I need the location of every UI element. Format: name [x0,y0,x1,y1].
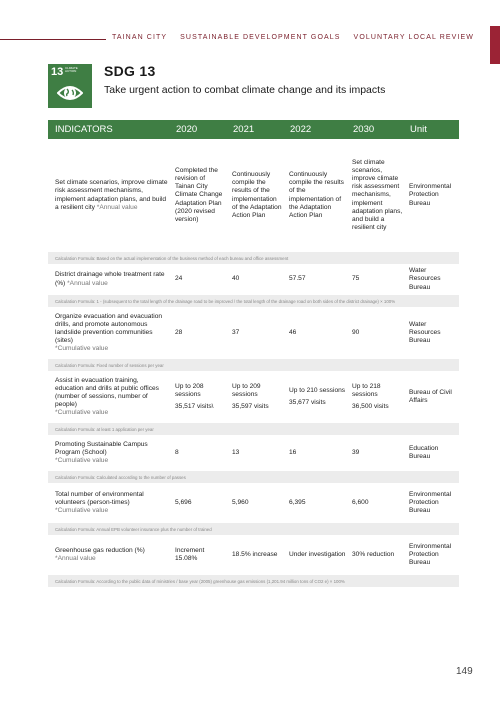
value-2030: 75 [352,275,360,283]
formula-text: Calculation Formula: Annual EPB volunteer insurance plus the number of trained [48,523,459,535]
col-header-2022: 2022 [286,120,349,139]
header-rule [0,39,106,40]
formula-text: Calculation Formula: Calculated according to the number of passes [48,471,459,483]
indicator-cell [48,435,172,471]
value-2030: 6,600 [352,498,369,506]
value-2030: Set climate scenarios, improve climate risk assessment mechanisms, implement adaptation plans, and build a resilient city [352,159,403,231]
visits-value: 35,597 visits [232,402,269,410]
indicator-cell [48,483,172,523]
col-header-2030: 2030 [349,120,406,139]
indicator-note: *Annual value [55,555,96,562]
indicator-text: Greenhouse gas reduction (%) [55,546,145,554]
unit-cell: Water Resources Bureau [409,320,441,345]
table-row [48,483,459,523]
formula-row [48,523,459,535]
sessions-value: Up to 218 sessions [352,383,381,399]
value-2022: 6,395 [289,498,306,506]
indicator-cell [48,307,172,359]
table-row [48,307,459,359]
visits-value: 36,500 visits [352,402,389,410]
running-header [112,34,474,41]
formula-row [48,295,459,307]
value-2030 [349,371,406,423]
indicator-note: *Cumulative value [55,507,109,515]
indicator-note: *Cumulative value [55,409,109,417]
unit-cell: Water Resources Bureau [409,267,441,291]
value-2022: 57.57 [289,275,306,283]
indicator-note: *Annual value [96,203,138,211]
eye-globe-icon [57,82,83,104]
value-2030: 30% reduction [352,550,395,558]
formula-text: Calculation Formula: Based on the actual implementation of the business method of each bureau and office assessment [48,252,459,264]
indicator-note: *Cumulative value [55,457,109,465]
header-city: TAINAN CITY [112,34,168,41]
value-2022: Continuously compile the results of the implementation of the Adaptation Action Plan [289,171,344,219]
table-row [48,139,459,252]
indicator-note: *Annual value [67,279,108,287]
table-row [48,535,459,575]
value-2020: 5,696 [175,498,192,506]
indicator-text: Set climate scenarios, improve climate risk assessment mechanisms, implement adaptation plans, and build a resilient city [55,179,168,211]
sessions-value: Up to 210 sessions [289,387,346,395]
page-subtitle: Take urgent action to combat climate change and its impacts [104,84,386,96]
indicators-table [48,120,459,587]
unit-cell: Bureau of Civil Affairs [409,388,452,404]
formula-text: Calculation Formula: at least 1 application per year [48,423,459,435]
indicator-note: *Cumulative value [55,345,109,353]
formula-text: Calculation Formula: 1 - (subsequent to the total length of the drainage road to be improved / the total length of the drainage road on both sides of the district drainage) × 100% [48,295,459,307]
unit-cell: Education Bureau [409,444,439,460]
value-2030: 90 [352,328,360,336]
value-2021: 13 [232,448,240,456]
col-header-indicators: INDICATORS [48,120,172,139]
sdg-icon-number: 13 [51,66,64,78]
visits-value: 35,677 visits [289,398,326,406]
page-number: 149 [456,666,473,677]
value-2020: Completed the revision of Tainan City Climate Change Adaptation Plan (2020 revised version) [175,167,223,223]
indicator-text: Promoting Sustainable Campus Program (School) [55,440,148,456]
value-2021: 40 [232,275,240,283]
sessions-value: Up to 209 sessions [232,383,261,399]
table-row [48,264,459,295]
value-2030: 39 [352,448,360,456]
table-header-row [48,120,459,139]
unit-cell: Environmental Protection Bureau [409,183,452,207]
value-2021 [229,371,286,423]
formula-row [48,575,459,587]
value-2020: 24 [175,275,183,283]
value-2020 [172,371,229,423]
value-2021: 37 [232,328,240,336]
indicator-text: Total number of environmental volunteers (person-times) [55,490,144,506]
indicator-cell [48,139,172,252]
value-2022 [286,371,349,423]
indicator-cell [48,264,172,295]
value-2020: 28 [175,328,183,336]
side-tab [490,26,500,64]
value-2020: Increment 15.08% [175,546,205,562]
value-2021: 18.5% increase [232,550,278,558]
formula-row [48,252,459,264]
table-row [48,371,459,423]
formula-row [48,471,459,483]
value-2021: Continuously compile the results of the implementation of the Adaptation Action Plan [232,171,282,219]
value-2020: 8 [175,448,179,456]
formula-row [48,359,459,371]
sdg-13-icon [48,64,92,108]
value-2022: Under investigation [289,550,346,558]
indicator-text: Organize evacuation and evacuation drills, and promote autonomous landslide prevention communities (sites) [55,312,163,345]
unit-cell: Environmental Protection Bureau [409,542,452,567]
value-2022: 46 [289,328,297,336]
value-2021: 5,960 [232,498,249,506]
formula-row [48,423,459,435]
col-header-unit: Unit [406,120,459,139]
formula-text: Calculation Formula: Fixed number of sessions per year [48,359,459,371]
formula-text: Calculation Formula: According to the public data of ministries / base year (2005) greenhouse gas emissions (1,201.94 million tons of CO2 e) × 100% [48,575,459,587]
header-sdg: SUSTAINABLE DEVELOPMENT GOALS [180,34,341,41]
unit-cell: Environmental Protection Bureau [409,490,452,515]
page-title: SDG 13 [104,63,156,79]
table-row [48,435,459,471]
value-2022: 16 [289,448,297,456]
col-header-2021: 2021 [229,120,286,139]
sdg-icon-label: CLIMATE ACTION [65,66,78,74]
indicator-cell [48,371,172,423]
col-header-2020: 2020 [172,120,229,139]
indicator-text: District drainage whole treatment rate (%) [55,271,165,287]
indicator-cell [48,535,172,575]
header-review: VOLUNTARY LOCAL REVIEW [353,34,474,41]
indicator-text: Assist in evacuation training, education and drills at public offices (number of sessions, number of people) [55,376,159,409]
visits-value: 35,517 visits\ [175,402,214,410]
sessions-value: Up to 208 sessions [175,383,204,399]
